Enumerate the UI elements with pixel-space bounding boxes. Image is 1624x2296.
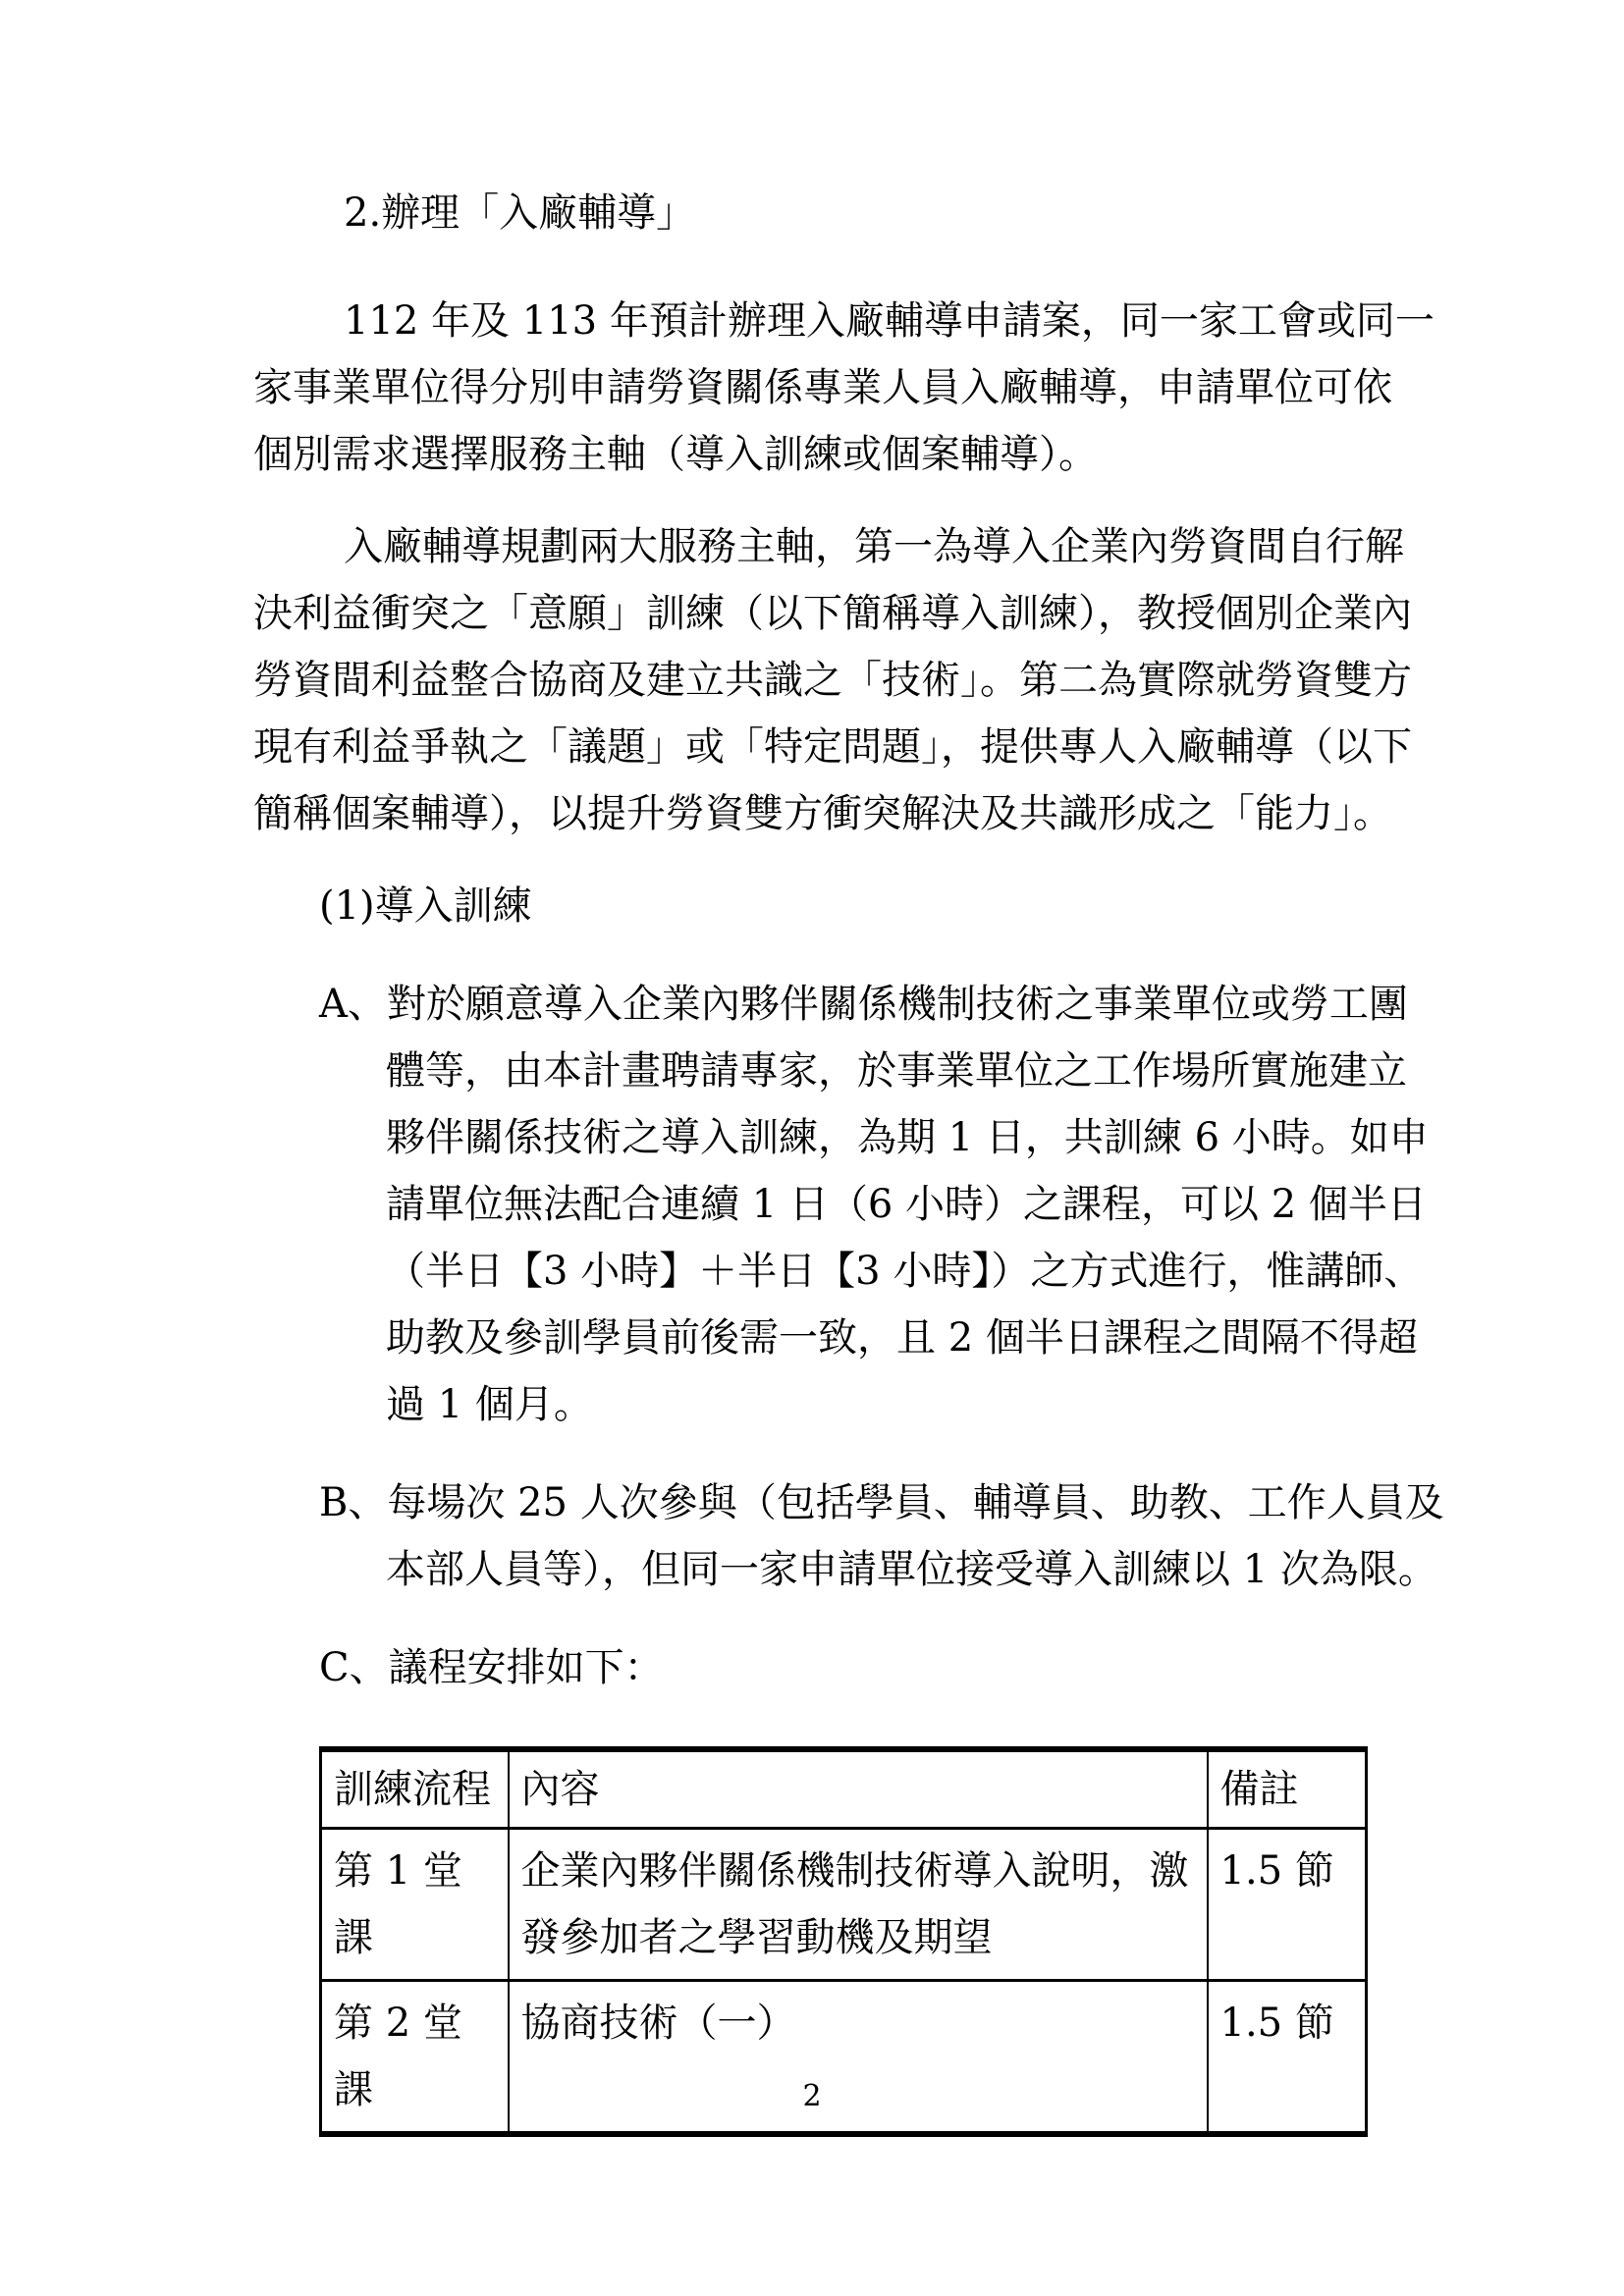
table-cell-content: 企業內夥伴關係機制技術導入說明，激發參加者之學習動機及期望 (509, 1829, 1208, 1981)
table-cell-session: 第 2 堂課 (321, 1981, 509, 2135)
text-line: 夥伴關係技術之導入訓練，為期 1 日，共訓練 6 小時。如申 (386, 1115, 1429, 1160)
agenda-table-header (321, 1749, 1367, 1829)
list-item-b (253, 1469, 1444, 1603)
text-line: 請單位無法配合連續 1 日（6 小時）之課程，可以 2 個半日 (386, 1182, 1427, 1227)
text-line: 簡稱個案輔導），以提升勞資雙方衝突解決及共識形成之「能力」。 (253, 791, 1392, 836)
table-header-cell-note: 備註 (1208, 1749, 1367, 1829)
table-row (321, 1829, 1367, 1981)
text-line: B、每場次 25 人次參與（包括學員、輔導員、助教、工作人員及 (319, 1480, 1444, 1525)
text-line: C、議程安排如下： (319, 1645, 664, 1690)
text-line: 決利益衝突之「意願」訓練（以下簡稱導入訓練），教授個別企業內 (253, 591, 1412, 636)
text-line: 入廠輔導規劃兩大服務主軸，第一為導入企業內勞資間自行解 (344, 524, 1404, 569)
text-line: 112 年及 113 年預計辦理入廠輔導申請案，同一家工會或同一 (344, 298, 1435, 344)
list-item-a (253, 971, 1429, 1438)
list-item-c (253, 1634, 1402, 1701)
text-line: 家事業單位得分別申請勞資關係專業人員入廠輔導，申請單位可依 (253, 365, 1392, 410)
text-line: 體等，由本計畫聘請專家，於事業單位之工作場所實施建立 (386, 1048, 1407, 1094)
text-line: 本部人員等），但同一家申請單位接受導入訓練以 1 次為限。 (386, 1547, 1437, 1592)
table-cell-note: 1.5 節 (1208, 1981, 1367, 2135)
table-header-cell-content: 內容 (509, 1749, 1208, 1829)
page-number: 2 (802, 2079, 822, 2113)
section-heading: 2.辦理「入廠輔導」 (344, 190, 696, 236)
table-header-cell-process: 訓練流程 (321, 1749, 509, 1829)
paragraph-intro (253, 288, 1435, 488)
text-line: （半日【3 小時】＋半日【3 小時】）之方式進行，惟講師、 (386, 1249, 1424, 1294)
paragraph-service-axes (253, 513, 1412, 847)
table-cell-content: 協商技術（一） (509, 1981, 1208, 2135)
table-header-row (321, 1749, 1367, 1829)
text-line: A、對於願意導入企業內夥伴關係機制技術之事業單位或勞工團 (319, 982, 1408, 1027)
table-cell-session: 第 1 堂課 (321, 1829, 509, 1981)
text-line: 助教及參訓學員前後需一致，且 2 個半日課程之間隔不得超 (386, 1315, 1418, 1361)
table-cell-note: 1.5 節 (1208, 1829, 1367, 1981)
text-line: 過 1 個月。 (386, 1382, 593, 1427)
text-line: 個別需求選擇服務主軸（導入訓練或個案輔導）。 (253, 432, 1098, 477)
text-line: 現有利益爭執之「議題」或「特定問題」，提供專人入廠輔導（以下 (253, 724, 1412, 770)
subsection-label: (1)導入訓練 (319, 883, 532, 929)
text-line: 勞資間利益整合協商及建立共識之「技術」。第二為實際就勞資雙方 (253, 658, 1412, 703)
